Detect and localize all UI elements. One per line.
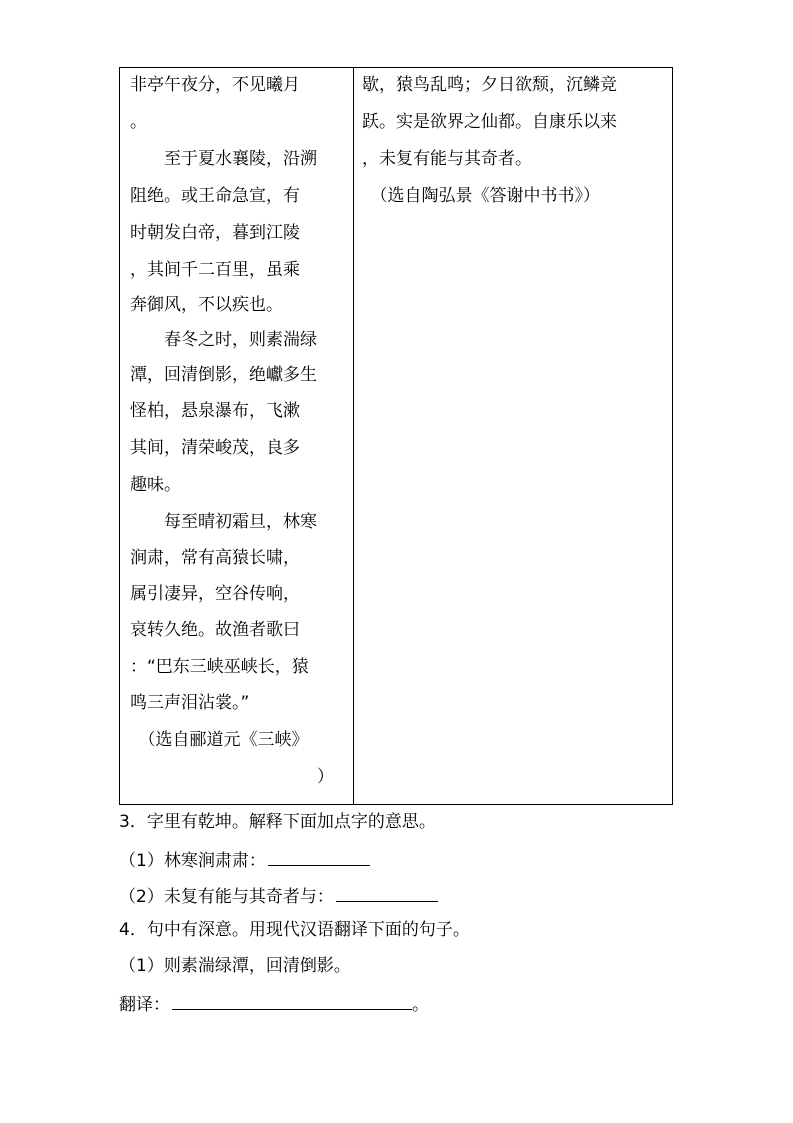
left-line: 鸣三声泪沾裳。” [130, 693, 250, 713]
question-3-item-1-text: （1）林寒涧肃肃： [119, 851, 266, 871]
question-4-title: 4．句中有深意。用现代汉语翻译下面的句子。 [119, 920, 470, 940]
left-line: 每至晴初霜旦，林寒 [130, 512, 317, 532]
right-line: 歇，猿鸟乱鸣；夕日欲颓，沉鳞竞 [362, 75, 617, 95]
question-3-item-2 [119, 884, 438, 907]
left-line: ） [130, 767, 334, 787]
left-line: 至于夏水襄陵，沿溯 [130, 149, 317, 169]
left-line: 趣味。 [130, 475, 181, 495]
left-line: 。 [130, 112, 147, 132]
left-line: 涧肃，常有高猿长啸， [130, 548, 300, 568]
left-line: 春冬之时，则素湍绿 [130, 330, 317, 350]
passage-table [119, 67, 673, 805]
right-line: 跃。实是欲界之仙都。自康乐以来 [362, 112, 617, 132]
question-3-title: 3．字里有乾坤。解释下面加点字的意思。 [119, 812, 436, 832]
left-line: ，其间千二百里，虽乘 [130, 260, 300, 280]
translation-line [119, 992, 429, 1015]
left-line: 其间，清荣峻茂，良多 [130, 438, 300, 458]
translation-end-mark: 。 [412, 995, 429, 1015]
left-line: 哀转久绝。故渔者歌曰 [130, 620, 300, 640]
answer-blank[interactable] [336, 884, 438, 902]
left-line: 奔御风，不以疾也。 [130, 295, 283, 315]
question-3-item-2-text: （2）未复有能与其奇者与： [119, 887, 334, 907]
left-line: 怪柏，悬泉瀑布，飞漱 [130, 401, 300, 421]
right-line: ，未复有能与其奇者。 [362, 149, 532, 169]
right-line: （选自陶弘景《答谢中书书》） [362, 186, 600, 206]
answer-blank[interactable] [268, 848, 370, 866]
question-3-item-1 [119, 848, 370, 871]
question-4-item-1: （1）则素湍绿潭，回清倒影。 [119, 956, 351, 976]
left-line: 非亭午夜分，不见曦月 [130, 75, 300, 95]
left-line: 属引凄异，空谷传响， [130, 584, 300, 604]
left-line: 时朝发白帝，暮到江陵 [130, 223, 300, 243]
left-line: （选自郦道元《三峡》 [130, 730, 309, 750]
left-line: 阻绝。或王命急宣，有 [130, 186, 300, 206]
translation-label: 翻译： [119, 995, 170, 1015]
table-column-divider [353, 68, 354, 804]
left-line: ：“巴东三峡巫峡长，猿 [130, 657, 309, 677]
translation-blank[interactable] [172, 992, 412, 1010]
left-line: 潭，回清倒影，绝巘多生 [130, 365, 317, 385]
